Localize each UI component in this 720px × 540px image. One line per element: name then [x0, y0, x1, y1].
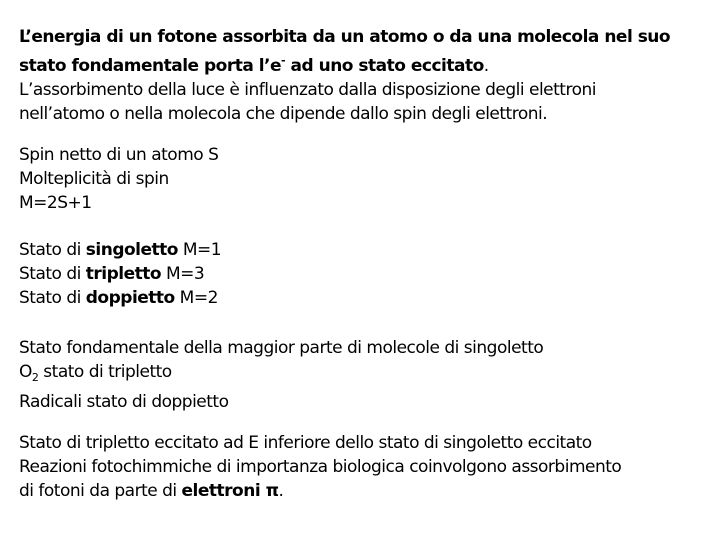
ground-line-3: Radicali stato di doppietto — [19, 392, 229, 412]
state-value: M=2 — [174, 288, 218, 308]
electron-charge-superscript: - — [281, 54, 286, 67]
pi-electrons-term: elettroni π — [181, 481, 279, 501]
o2-rest: stato di tripletto — [38, 362, 172, 382]
triplet-line-3 — [19, 479, 719, 503]
triplet-line-3-end: . — [278, 481, 284, 501]
triplet-line-2: Reazioni fotochimmiche di importanza biologica coinvolgono assorbimento — [19, 457, 622, 477]
state-value: M=1 — [177, 240, 222, 260]
state-prefix: Stato di — [19, 264, 86, 284]
state-prefix: Stato di — [19, 240, 86, 260]
state-prefix: Stato di — [19, 288, 86, 308]
intro-line-1: L’energia di un fotone assorbita da un atomo o da una molecola nel suo — [19, 27, 671, 47]
triplet-section — [19, 431, 719, 503]
ground-state-section — [19, 336, 719, 414]
spin-section — [19, 143, 719, 215]
intro-line-3: L’assorbimento della luce è influenzato dalla disposizione degli elettroni — [19, 80, 596, 100]
ground-line-1: Stato fondamentale della maggior parte di molecole di singoletto — [19, 338, 544, 358]
spin-line-2: Molteplicità di spin — [19, 169, 169, 189]
intro-line-2-b: ad uno stato eccitato — [285, 56, 484, 76]
spin-line-1: Spin netto di un atomo S — [19, 145, 219, 165]
state-term: doppietto — [85, 288, 175, 308]
o2-subscript: 2 — [31, 371, 39, 384]
intro-line-2-end: . — [483, 56, 489, 76]
intro-line-2-a: stato fondamentale porta l’e — [19, 56, 282, 76]
intro-line-2 — [19, 49, 719, 78]
o2-line — [19, 360, 719, 390]
intro-line-4: nell’atomo o nella molecola che dipende dallo spin degli elettroni. — [19, 104, 548, 124]
states-section — [19, 238, 719, 310]
spin-formula: M=2S+1 — [19, 193, 92, 213]
triplet-line-3-a: di fotoni da parte di — [19, 481, 182, 501]
state-tripletto — [19, 262, 719, 286]
state-term: tripletto — [85, 264, 162, 284]
state-value: M=3 — [161, 264, 205, 284]
state-term: singoletto — [85, 240, 178, 260]
o2-base: O — [19, 362, 32, 382]
triplet-line-1: Stato di tripletto eccitato ad E inferiore dello stato di singoletto eccitato — [19, 433, 592, 453]
intro-paragraph — [19, 25, 719, 126]
state-doppietto — [19, 286, 719, 310]
state-singoletto — [19, 238, 719, 262]
